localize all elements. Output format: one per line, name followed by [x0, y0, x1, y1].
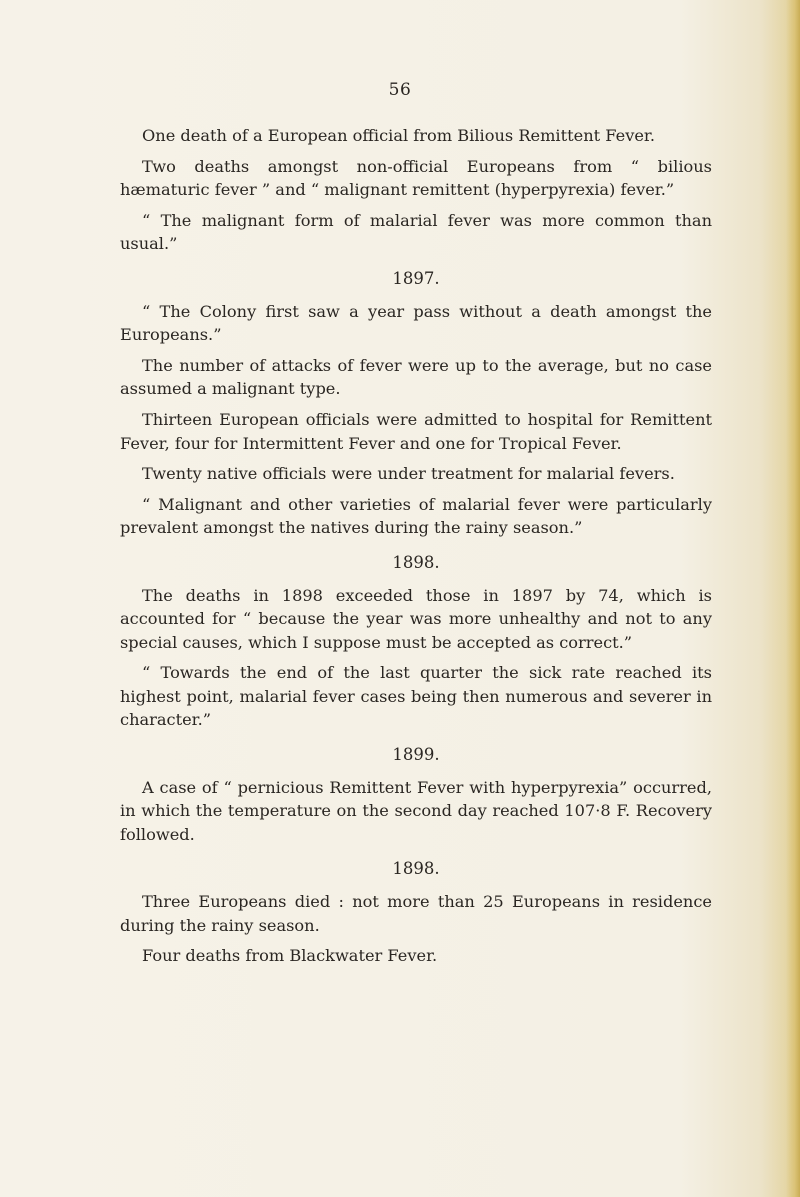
- paragraph: “ Towards the end of the last quarter the sick rate reached its highest point, malarial fever cases being then numerous and severer in character.”: [120, 663, 712, 730]
- paragraph: One death of a European official from Bilious Remittent Fever.: [142, 126, 656, 145]
- year-heading-1898: 1898.: [392, 552, 440, 572]
- paragraph: “ The malignant form of malarial fever was more common than usual.”: [120, 210, 712, 254]
- paragraph: A case of “ pernicious Remittent Fever with hyperpyrexia” occurred, in which the temperature on the second day reached 107·8 F. Recovery followed.: [120, 777, 712, 844]
- paragraph: Thirteen European officials were admitted to hospital for Remittent Fever, four for Intermittent Fever and one for Tropical Fever.: [120, 409, 712, 453]
- page-text: [120, 124, 712, 975]
- paragraph: Two deaths amongst non-official Europeans from “ bilious hæmaturic fever ” and “ malignant remittent (hyperpyrexia) fever.”: [120, 156, 712, 200]
- paragraph: Four deaths from Blackwater Fever.: [142, 946, 438, 966]
- paragraph: Twenty native officials were under treatment for malarial fevers.: [142, 464, 675, 484]
- paragraph: The number of attacks of fever were up to the average, but no case assumed a malignant type.: [120, 355, 712, 399]
- year-heading-1897: 1897.: [392, 268, 440, 288]
- paragraph: The deaths in 1898 exceeded those in 1897 by 74, which is accounted for “ because the year was more unhealthy and not to any special causes, which I suppose must be accepted as correct.”: [120, 585, 712, 652]
- page-number: 56: [388, 80, 412, 100]
- page-edge: [786, 0, 800, 1197]
- paragraph: “ The Colony first saw a year pass without a death amongst the Europeans.”: [120, 301, 712, 345]
- paragraph: Three Europeans died : not more than 25 Europeans in residence during the rainy season.: [120, 892, 712, 935]
- year-heading-1898-second: 1898.: [392, 859, 440, 879]
- year-heading-1899: 1899.: [392, 745, 440, 765]
- paragraph: “ Malignant and other varieties of malarial fever were particularly prevalent amongst the natives during the rainy season.”: [120, 494, 712, 538]
